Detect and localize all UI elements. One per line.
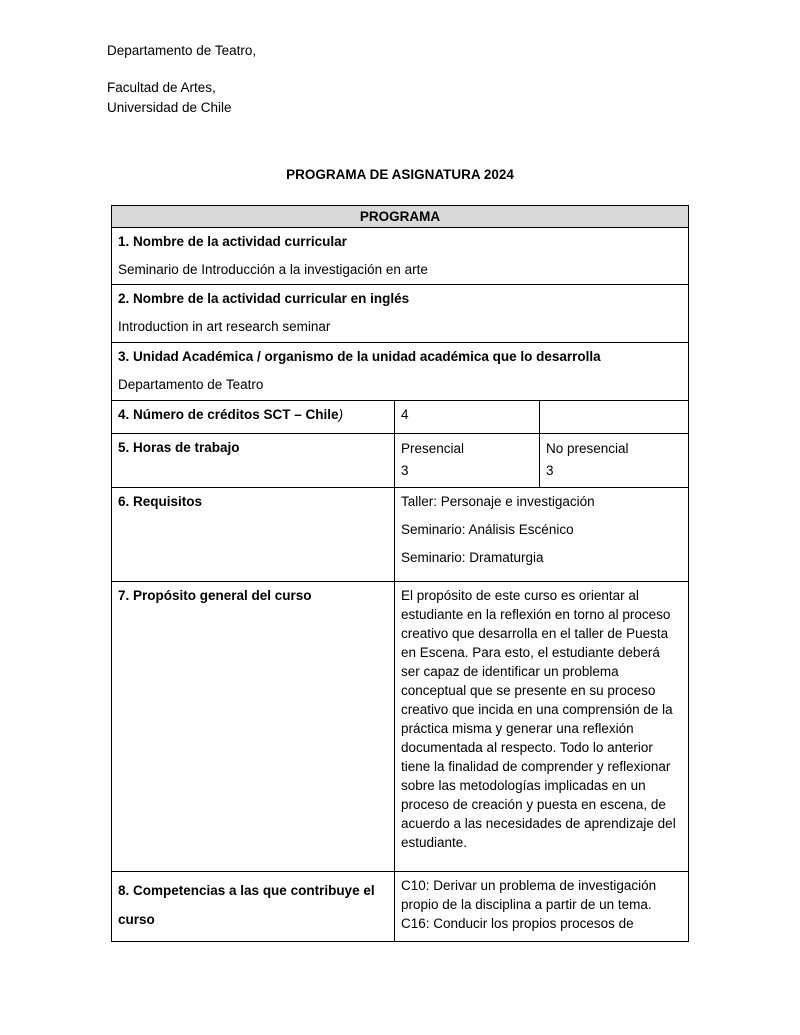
row-course-name-english [112, 285, 689, 343]
row-competencies [112, 872, 689, 942]
letterhead-line-2: Facultad de Artes, [107, 80, 216, 95]
requisite-item: Seminario: Dramaturgia [401, 550, 544, 565]
row-credits-label [118, 405, 386, 424]
row-work-hours [112, 434, 689, 488]
row-purpose [112, 582, 689, 872]
row-requisites-label: 6. Requisitos [118, 494, 203, 509]
row-work-hours-no-presencial-cell [540, 434, 689, 488]
row-course-name-english-value: Introduction in art research seminar [118, 319, 331, 334]
letterhead-line-3: Universidad de Chile [107, 100, 232, 115]
row-credits-empty-cell [540, 401, 689, 434]
row-requisites-value-cell [395, 488, 689, 582]
row-credits-value: 4 [401, 407, 409, 422]
requisite-item: Taller: Personaje e investigación [401, 494, 595, 509]
program-table [111, 205, 689, 942]
letterhead-line-1: Departamento de Teatro, [107, 43, 257, 58]
row-requisites-label-cell [112, 488, 395, 582]
row-purpose-value-cell [395, 582, 689, 872]
row-course-name-label: 1. Nombre de la actividad curricular [118, 234, 347, 249]
competency-c10: C10: Derivar un problema de investigación propio de la disciplina a partir de un tema. [401, 878, 657, 912]
row-requisites [112, 488, 689, 582]
row-purpose-label-cell [112, 582, 395, 872]
row-competencies-label-cell [112, 872, 395, 942]
row-work-hours-label: 5. Horas de trabajo [118, 440, 240, 455]
row-competencies-value-cell [395, 872, 689, 942]
row-academic-unit [112, 343, 689, 401]
no-presencial-title: No presencial [546, 441, 629, 456]
row-academic-unit-value: Departamento de Teatro [118, 377, 264, 392]
row-course-name-english-cell [112, 285, 689, 343]
presencial-value: 3 [401, 463, 409, 478]
letterhead [107, 41, 256, 118]
row-credits-label-cell [112, 401, 395, 434]
page-title: PROGRAMA DE ASIGNATURA 2024 [286, 167, 514, 182]
presencial-title: Presencial [401, 441, 465, 456]
competency-c16: C16: Conducir los propios procesos de [401, 916, 634, 931]
table-header-row [112, 206, 689, 228]
row-credits-label-text: 4. Número de créditos SCT – Chile [118, 407, 339, 422]
row-course-name-value: Seminario de Introducción a la investigación en arte [118, 262, 428, 277]
row-academic-unit-cell [112, 343, 689, 401]
row-purpose-label: 7. Propósito general del curso [118, 588, 312, 603]
table-header: PROGRAMA [112, 206, 689, 228]
row-credits-label-suffix: ) [338, 407, 344, 422]
row-course-name-english-label: 2. Nombre de la actividad curricular en inglés [118, 291, 410, 306]
row-work-hours-label-cell [112, 434, 395, 488]
no-presencial-value: 3 [546, 463, 554, 478]
row-work-hours-presencial-cell [395, 434, 540, 488]
row-purpose-value: El propósito de este curso es orientar al estudiante en la reflexión en torno al proceso creativo que desarrolla en el taller de Puesta en Escena. Para esto, el estudiante deberá ser capaz de identificar un problema conceptual que se presente en su proceso creativo que incida en una comprensión de la práctica misma y generar una reflexión documentada al respecto. Todo lo anterior tiene la finalidad de comprender y reflexionar sobre las metodologías implicadas en un proceso de creación y puesta en escena, de acuerdo a las necesidades de aprendizaje del estudiante. [401, 588, 676, 850]
row-course-name-cell [112, 228, 689, 285]
requisite-item: Seminario: Análisis Escénico [401, 522, 574, 537]
row-credits [112, 401, 689, 434]
row-academic-unit-label: 3. Unidad Académica / organismo de la unidad académica que lo desarrolla [118, 349, 601, 364]
row-competencies-label: 8. Competencias a las que contribuye el curso [118, 883, 375, 927]
row-course-name [112, 228, 689, 285]
row-credits-value-cell [395, 401, 540, 434]
